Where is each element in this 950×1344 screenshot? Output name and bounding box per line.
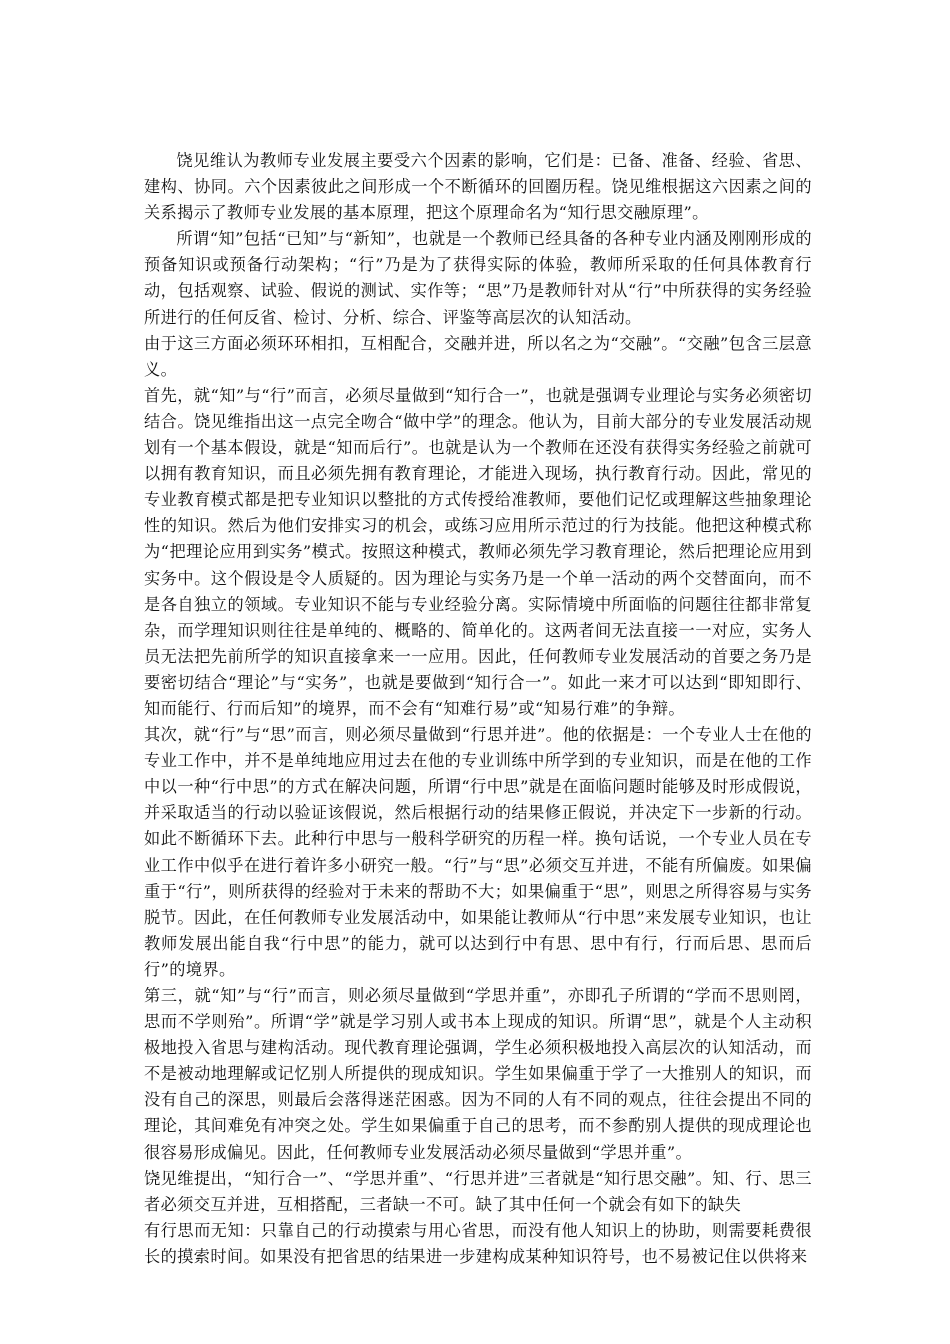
document-body xyxy=(144,148,812,1270)
paragraph-intro: 饶见维认为教师专业发展主要受六个因素的影响，它们是：已备、准备、经验、省思、建构、协同。六个因素彼此之间形成一个不断循环的回圈历程。饶见维根据这六因素之间的关系揭示了教师专业发展的基本原理，把这个原理命名为“知行思交融原理”。 xyxy=(144,151,812,223)
paragraph-second-point: 其次，就“行”与“思”而言，则必须尽量做到“行思并进”。他的依据是：一个专业人士在他的专业工作中，并不是单纯地应用过去在他的专业训练中所学到的专业知识，而是在他的工作中以一种“行中思”的方式在解决问题，所谓“行中思”就是在面临问题时能够及时形成假说，并采取适当的行动以验证该假说，然后根据行动的结果修正假说，并决定下一步新的行动。如此不断循环下去。此种行中思与一般科学研究的历程一样。换句话说，一个专业人员在专业工作中似乎在进行着许多小研究一般。“行”与“思”必须交互并进，不能有所偏废。如果偏重于“行”，则所获得的经验对于未来的帮助不大；如果偏重于“思”，则思之所得容易与实务脱节。因此，在任何教师专业发展活动中，如果能让教师从“行中思”来发展专业知识，也让教师发展出能自我“行中思”的能力，就可以达到行中有思、思中有行，行而后思、思而后行”的境界。 xyxy=(144,725,812,979)
paragraph-first-point: 首先，就“知”与“行”而言，必须尽量做到“知行合一”，也就是强调专业理论与实务必须密切结合。饶见维指出这一点完全吻合“做中学”的理念。他认为，目前大部分的专业发展活动规划有一个基本假设，就是“知而后行”。也就是认为一个教师在还没有获得实务经验之前就可以拥有教育知识，而且必须先拥有教育理论，才能进入现场，执行教育行动。因此，常见的专业教育模式都是把专业知识以整批的方式传授给准教师，要他们记忆或理解这些抽象理论性的知识。然后为他们安排实习的机会，或练习应用所示范过的行为技能。他把这种模式称为“把理论应用到实务”模式。按照这种模式，教师必须先学习教育理论，然后把理论应用到实务中。这个假设是令人质疑的。因为理论与实务乃是一个单一活动的两个交替面向，而不是各自独立的领域。专业知识不能与专业经验分离。实际情境中所面临的问题往往都非常复杂，而学理知识则往往是单纯的、概略的、简单化的。这两者间无法直接一一对应，实务人员无法把先前所学的知识直接拿来一一应用。因此，任何教师专业发展活动的首要之务乃是要密切结合“理论”与“实务”，也就是要做到“知行合一”。如此一来才可以达到“即知即行、知而能行、行而后知”的境界，而不会有“知难行易”或“知易行难”的争辩。 xyxy=(144,385,812,718)
paragraph-third-point: 第三，就“知”与“行”而言，则必须尽量做到“学思并重”，亦即孔子所谓的“学而不思则罔，思而不学则殆”。所谓“学”就是学习别人或书本上现成的知识。所谓“思”，就是个人主动积极地投入省思与建构活动。现代教育理论强调，学生必须积极地投入高层次的认知活动，而不是被动地理解或记忆别人所提供的现成知识。学生如果偏重于学了一大推别人的知识，而没有自己的深思，则最后会落得迷茫困惑。因为不同的人有不同的观点，往往会提出不同的理论，其间难免有冲突之处。学生如果偏重于自己的思考，而不参酌别人提供的现成理论也很容易形成偏见。因此，任何教师专业发展活动必须尽量做到“学思并重”。 xyxy=(144,986,812,1162)
paragraph-deficiency: 有行思而无知：只靠自己的行动摸索与用心省思，而没有他人知识上的协助，则需要耗费很长的摸索时间。如果没有把省思的结果进一步建构成某种知识符号，也不易被记住以供将来 xyxy=(144,1220,812,1266)
paragraph-definition: 所谓“知”包括“已知”与“新知”，也就是一个教师已经具备的各种专业内涵及刚刚形成的预备知识或预备行动架构；“行”乃是为了获得实际的体验，教师所采取的任何具体教育行动，包括观察、试验、假说的测试、实作等；“思”乃是教师针对从“行”中所获得的实务经验所进行的任何反省、检讨、分析、综合、评鉴等高层次的认知活动。 xyxy=(144,229,812,327)
paragraph-integration: 由于这三方面必须环环相扣，互相配合，交融并进，所以名之为“交融”。“交融”包含三层意义。 xyxy=(144,333,812,379)
paragraph-summary: 饶见维提出，“知行合一”、“学思并重”、“行思并进”三者就是“知行思交融”。知、行、思三者必须交互并进，互相搭配，三者缺一不可。缺了其中任何一个就会有如下的缺失 xyxy=(144,1168,812,1214)
